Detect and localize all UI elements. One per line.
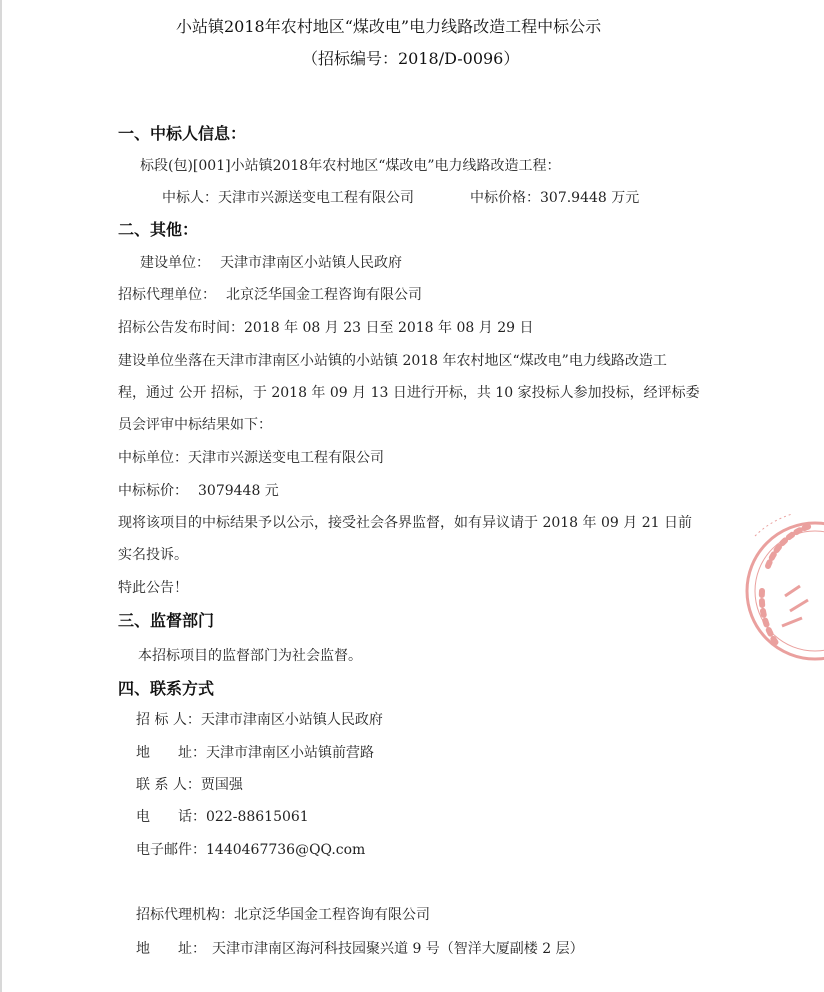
document-title: 小站镇2018年农村地区“煤改电”电力线路改造工程中标公示 bbox=[176, 17, 602, 36]
price-label: 中标价格： bbox=[470, 190, 540, 206]
tenderer-value: 天津市津南区小站镇人民政府 bbox=[200, 712, 383, 728]
paragraph-line: 程，通过 公开 招标，于 2018 年 09 月 13 日进行开标，共 10 家投标人参加投标，经评标委 bbox=[118, 385, 700, 401]
builder-label: 建设单位： bbox=[140, 255, 210, 271]
phone-row bbox=[136, 808, 309, 826]
phone-label: 电 话： bbox=[136, 809, 206, 825]
seal-serial-arc bbox=[755, 514, 792, 536]
builder-row bbox=[140, 254, 402, 272]
email-row bbox=[136, 841, 365, 859]
address-row bbox=[136, 744, 374, 762]
phone-value: 022-88615061 bbox=[206, 809, 309, 825]
price-value: 307.9448 万元 bbox=[540, 190, 640, 206]
agency-address-row bbox=[136, 940, 584, 958]
win-unit-row bbox=[118, 449, 384, 467]
official-seal-stamp bbox=[740, 496, 824, 686]
page-edge bbox=[0, 0, 2, 992]
supervision-text: 本招标项目的监督部门为社会监督。 bbox=[138, 648, 362, 664]
email-value: 1440467736@QQ.com bbox=[206, 842, 366, 858]
section-heading-winner-info: 一、中标人信息： bbox=[118, 124, 247, 143]
agent-label: 招标代理单位： bbox=[118, 287, 216, 303]
agency-row bbox=[136, 906, 430, 924]
winner-value: 天津市兴源送变电工程有限公司 bbox=[218, 190, 414, 206]
win-price-row bbox=[118, 482, 279, 500]
address-value: 天津市津南区小站镇前营路 bbox=[206, 745, 374, 761]
section-heading-supervision: 三、监督部门 bbox=[118, 611, 215, 630]
win-price-value: 3079448 元 bbox=[198, 483, 279, 499]
paragraph-line: 建设单位坐落在天津市津南区小站镇的小站镇 2018 年农村地区“煤改电”电力线路改造工 bbox=[118, 353, 667, 369]
agent-row bbox=[118, 286, 422, 304]
section-heading-other: 二、其他： bbox=[118, 220, 199, 239]
win-unit-value: 天津市兴源送变电工程有限公司 bbox=[188, 450, 384, 466]
paragraph-line: 实名投诉。 bbox=[118, 547, 188, 563]
agency-value: 北京泛华国金工程咨询有限公司 bbox=[234, 907, 430, 923]
contact-label: 联 系 人： bbox=[136, 777, 201, 793]
win-unit-label: 中标单位： bbox=[118, 450, 188, 466]
contact-value: 贾国强 bbox=[200, 777, 243, 793]
closing-text: 特此公告！ bbox=[118, 580, 188, 596]
tenderer-row bbox=[136, 711, 383, 729]
agent-value: 北京泛华国金工程咨询有限公司 bbox=[226, 287, 422, 303]
email-label: 电子邮件： bbox=[136, 842, 206, 858]
price-row bbox=[470, 189, 639, 207]
period-row bbox=[118, 319, 533, 337]
seal-center-marks bbox=[782, 586, 808, 626]
address-label: 地 址： bbox=[136, 745, 206, 761]
paragraph-line: 现将该项目的中标结果予以公示，接受社会各界监督，如有异议请于 2018 年 09 月 21 日前 bbox=[118, 515, 692, 531]
agency-address-value: 天津市津南区海河科技园聚兴道 9 号（智洋大厦副楼 2 层） bbox=[212, 941, 584, 957]
contact-row bbox=[136, 776, 243, 794]
period-value: 2018 年 08 月 23 日至 2018 年 08 月 29 日 bbox=[244, 320, 534, 336]
builder-value: 天津市津南区小站镇人民政府 bbox=[220, 255, 402, 271]
period-label: 招标公告发布时间： bbox=[118, 320, 244, 336]
agency-label: 招标代理机构： bbox=[136, 907, 234, 923]
tender-number: （招标编号：2018/D-0096） bbox=[302, 49, 520, 68]
winner-label: 中标人： bbox=[162, 190, 218, 206]
tenderer-label: 招 标 人： bbox=[136, 712, 201, 728]
seal-inner-ring bbox=[755, 531, 824, 651]
winner-row bbox=[162, 189, 414, 207]
agency-address-label: 地 址： bbox=[136, 941, 206, 957]
paragraph-line: 员会评审中标结果如下： bbox=[118, 417, 272, 433]
win-price-label: 中标标价： bbox=[118, 483, 188, 499]
lot-description: 标段(包)[001]小站镇2018年农村地区“煤改电”电力线路改造工程： bbox=[140, 158, 561, 174]
section-heading-contact: 四、联系方式 bbox=[118, 679, 215, 698]
